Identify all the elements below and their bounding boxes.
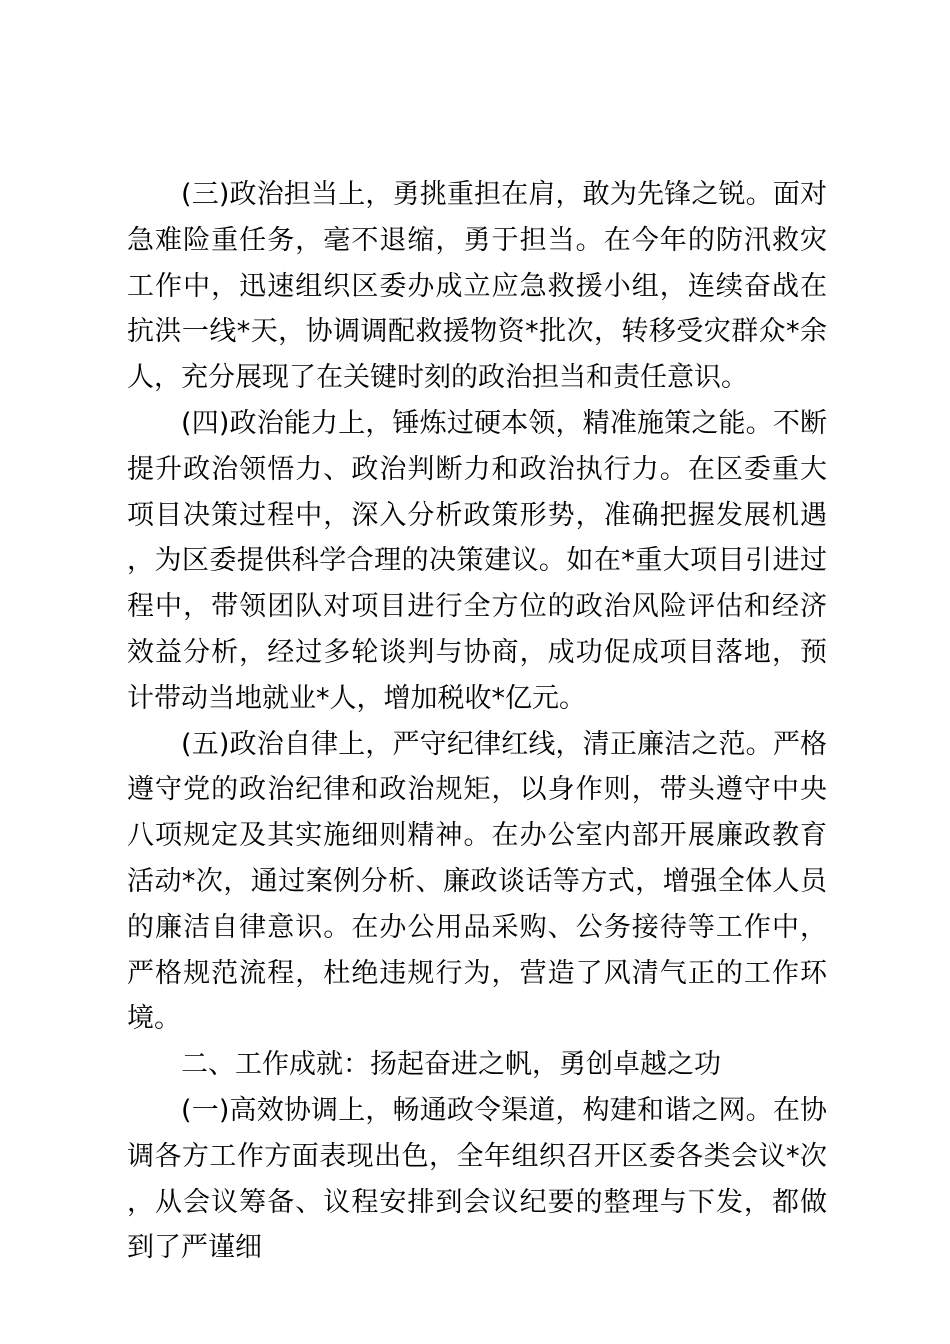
paragraph-political-ability: (四)政治能力上，锤炼过硬本领，精准施策之能。不断提升政治领悟力、政治判断力和政治执行力。在区委重大项目决策过程中，深入分析政策形势，准确把握发展机遇，为区委提供科学合理的决策建议。如在*重大项目引进过程中，带领团队对项目进行全方位的政治风险评估和经济效益分析，经过多轮谈判与协商，成功促成项目落地，预计带动当地就业*人，增加税收*亿元。 [127, 407, 827, 714]
section-heading: 二、工作成就：扬起奋进之帆，勇创卓越之功 [181, 1049, 721, 1081]
document-page [127, 172, 827, 1271]
paragraph-political-responsibility: (三)政治担当上，勇挑重担在肩，敢为先锋之锐。面对急难险重任务，毫不退缩，勇于担当。在今年的防汛救灾工作中，迅速组织区委办成立应急救援小组，连续奋战在抗洪一线*天，协调调配救援物资*批次，转移受灾群众*余人，充分展现了在关键时刻的政治担当和责任意识。 [127, 179, 827, 394]
paragraph-coordination: (一)高效协调上，畅通政令渠道，构建和谐之网。在协调各方工作方面表现出色，全年组织召开区委各类会议*次，从会议筹备、议程安排到会议纪要的整理与下发，都做到了严谨细 [127, 1094, 827, 1264]
paragraph-political-discipline: (五)政治自律上，严守纪律红线，清正廉洁之范。严格遵守党的政治纪律和政治规矩，以身作则，带头遵守中央八项规定及其实施细则精神。在办公室内部开展廉政教育活动*次，通过案例分析、廉政谈话等方式，增强全体人员的廉洁自律意识。在办公用品采购、公务接待等工作中，严格规范流程，杜绝违规行为，营造了风清气正的工作环境。 [127, 728, 827, 1035]
